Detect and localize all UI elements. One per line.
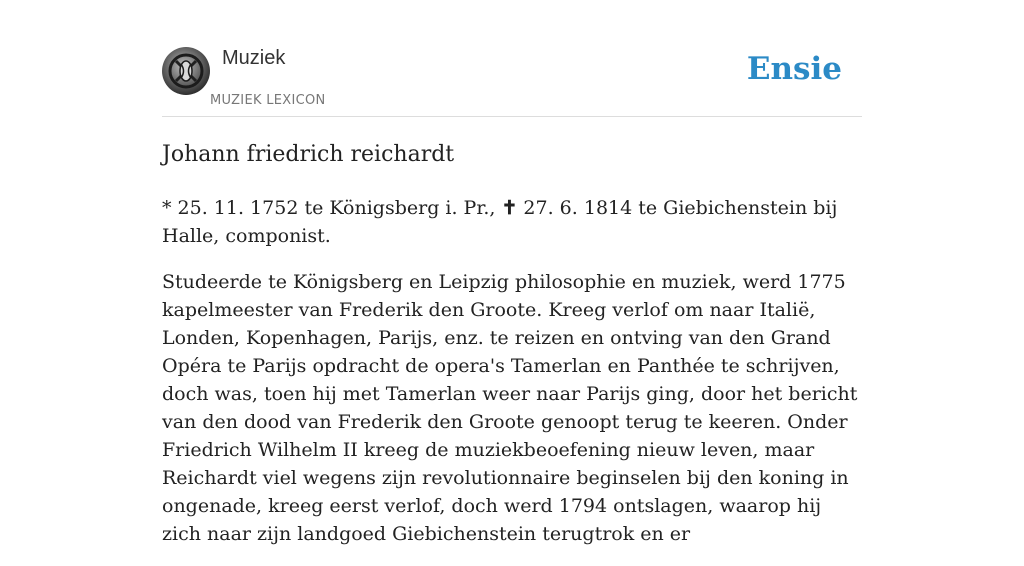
article-title: Johann friedrich reichardt (162, 142, 455, 167)
muziek-logo-icon[interactable] (162, 47, 210, 95)
death-text: 27. 6. 1814 te Giebichenstein bij Halle, componist. (162, 197, 838, 247)
death-cross-icon: ✝ (501, 197, 518, 219)
source-subtitle: MUZIEK LEXICON (210, 93, 326, 108)
ensie-brand-link[interactable]: Ensie (746, 51, 842, 87)
birth-text: * 25. 11. 1752 te Königsberg i. Pr., (162, 197, 502, 219)
source-name[interactable]: Muziek (222, 47, 286, 69)
header (162, 0, 862, 117)
article (162, 138, 862, 566)
article-intro (162, 194, 862, 250)
article-body: Studeerde te Königsberg en Leipzig philosophie en muziek, werd 1775 kapelmeester van Frederik den Groote. Kreeg verlof om naar Italië, Londen, Kopenhagen, Parijs, enz. te reizen en ontving van den Grand Opéra te Parijs opdracht de opera's Tamerlan en Panthée te schrijven, doch was, toen hij met Tamerlan weer naar Parijs ging, door het bericht van den dood van Frederik den Groote genoopt terug te keeren. Onder Friedrich Wilhelm II kreeg de muziekbeoefening nieuw leven, maar Reichardt viel wegens zijn revolutionnaire beginselen bij den koning in ongenade, kreeg eerst verlof, doch werd 1794 ontslagen, waarop hij zich naar zijn landgoed Giebichenstein terugtrok en er (162, 271, 858, 545)
